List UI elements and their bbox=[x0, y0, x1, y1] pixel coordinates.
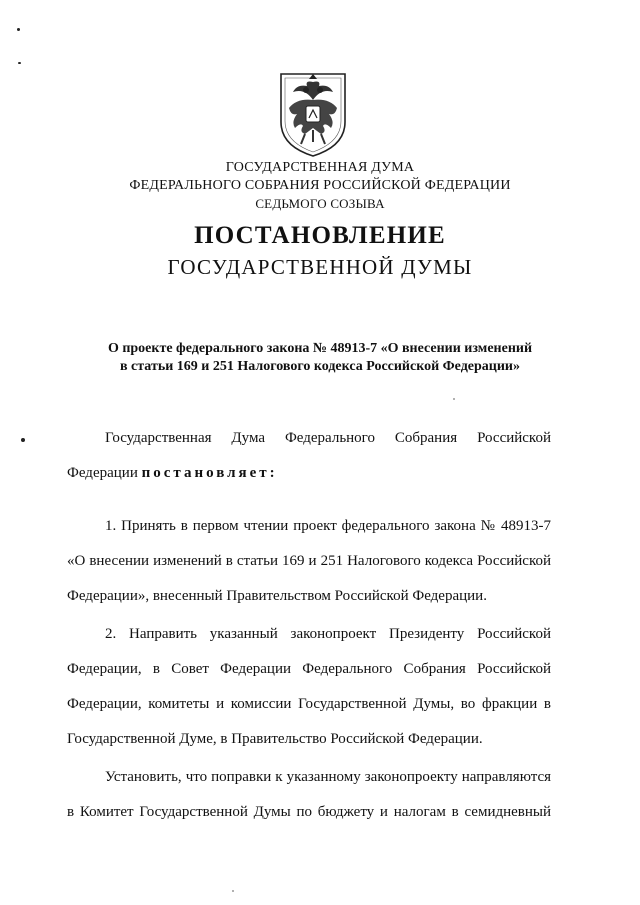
item-2-paragraph bbox=[67, 617, 551, 757]
item-1-line-2: «О внесении изменений в статьи 169 и 251 Налогового кодекса Российской bbox=[67, 553, 551, 569]
preamble-verb: постановляет: bbox=[141, 465, 278, 481]
item-2-line-4: Государственной Думе, в Правительство Российской Федерации. bbox=[67, 731, 483, 747]
item-1-line-3: Федерации», внесенный Правительством Российской Федерации. bbox=[67, 588, 487, 604]
preamble-paragraph bbox=[67, 421, 551, 491]
scan-speck bbox=[21, 438, 25, 442]
document-subject bbox=[70, 340, 570, 376]
scan-speck bbox=[232, 890, 234, 892]
item-3-paragraph bbox=[67, 760, 551, 830]
header-line-3: СЕДЬМОГО СОЗЫВА bbox=[255, 196, 385, 211]
scan-speck bbox=[453, 398, 455, 400]
item-2-line-3: Федерации, комитеты и комиссии Государственной Думы, во фракции в bbox=[67, 696, 551, 712]
subject-line-1: О проекте федерального закона № 48913-7 «О внесении изменений bbox=[107, 341, 533, 356]
scan-speck bbox=[18, 62, 21, 64]
scan-speck bbox=[17, 28, 20, 31]
item-3-line-2: в Комитет Государственной Думы по бюджету и налогам в семидневный bbox=[67, 804, 551, 820]
item-3-line-1: Установить, что поправки к указанному законопроекту направляются bbox=[105, 769, 551, 785]
coat-of-arms-icon bbox=[275, 70, 351, 158]
item-1-line-1: 1. Принять в первом чтении проект федерального закона № 48913-7 bbox=[105, 518, 551, 534]
document-issuer: ГОСУДАРСТВЕННОЙ ДУМЫ bbox=[167, 255, 473, 279]
header-line-1: ГОСУДАРСТВЕННАЯ ДУМА bbox=[225, 160, 415, 175]
item-2-line-2: Федерации, в Совет Федерации Федерального Собрания Российской bbox=[67, 661, 551, 677]
header-line-2: ФЕДЕРАЛЬНОГО СОБРАНИЯ РОССИЙСКОЙ ФЕДЕРАЦИИ bbox=[129, 178, 511, 193]
subject-line-2: в статьи 169 и 251 Налогового кодекса Российской Федерации» bbox=[119, 359, 520, 374]
preamble-text: Государственная Дума Федерального Собрания Российской bbox=[105, 430, 551, 446]
preamble-country: Федерации bbox=[67, 465, 138, 481]
item-1-paragraph bbox=[67, 509, 551, 614]
item-2-line-1: 2. Направить указанный законопроект Президенту Российской bbox=[105, 626, 551, 642]
document-type: ПОСТАНОВЛЕНИЕ bbox=[194, 222, 446, 249]
